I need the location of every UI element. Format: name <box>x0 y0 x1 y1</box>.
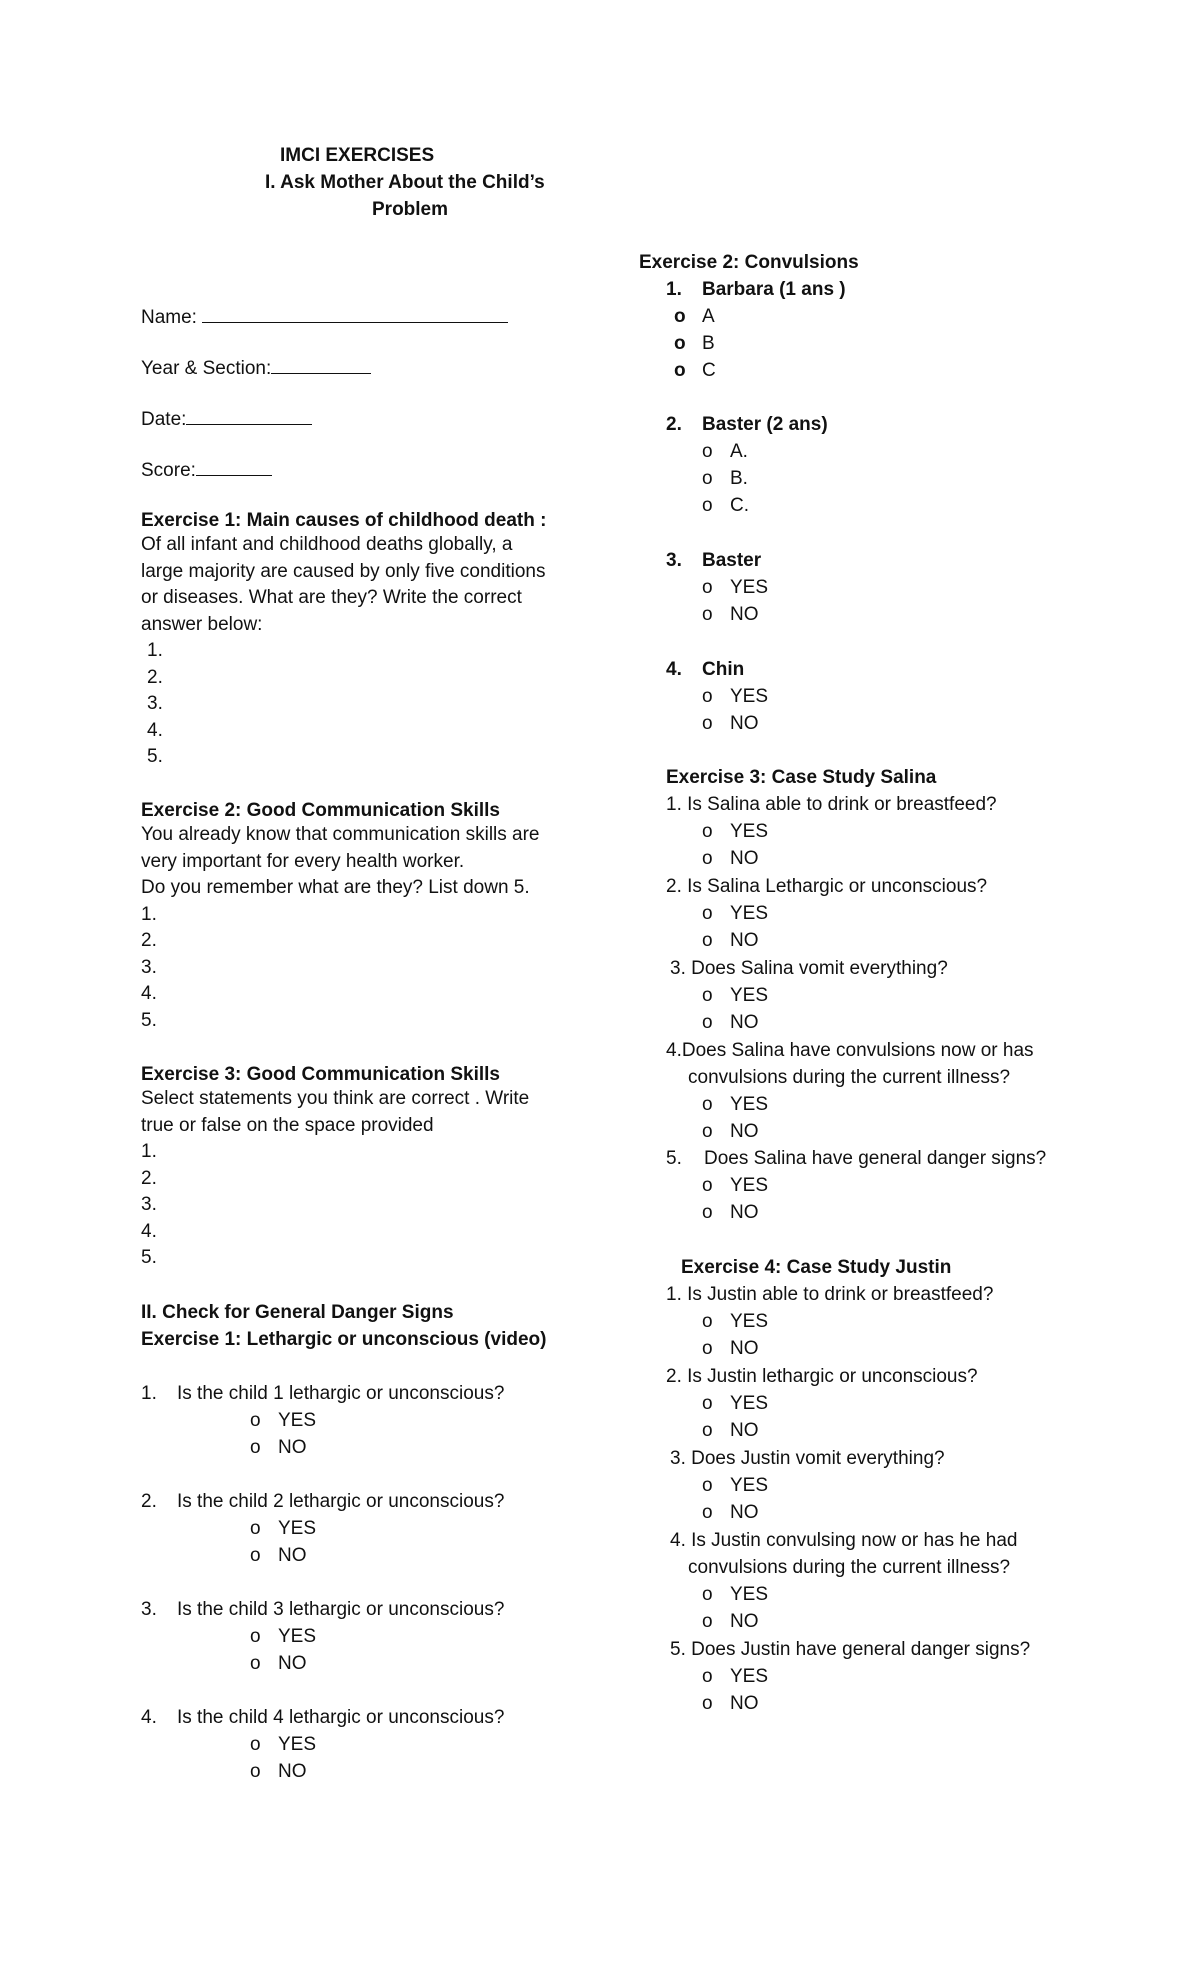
option-label: B. <box>730 468 748 489</box>
option-label: NO <box>730 1693 759 1714</box>
ex1-answer-number: 3. <box>147 693 163 714</box>
option-label: NO <box>278 1761 307 1782</box>
ex3-answer-number: 1. <box>141 1141 157 1162</box>
question-text: Is the child 1 lethargic or unconscious? <box>177 1383 505 1404</box>
option-yes[interactable] <box>702 985 768 1007</box>
radio-circle-icon[interactable]: o <box>702 1693 713 1714</box>
ex2-answer-number: 1. <box>141 903 157 925</box>
radio-circle-icon[interactable]: o <box>702 1475 713 1496</box>
question-number: 1. <box>141 1383 157 1404</box>
justin-question-1: 1. Is Justin able to drink or breastfeed? <box>666 1284 994 1305</box>
option-yes[interactable] <box>702 1094 768 1116</box>
option-yes[interactable] <box>702 1666 768 1688</box>
chin-question <box>666 659 744 681</box>
option-no[interactable] <box>702 1012 759 1034</box>
option-yes[interactable] <box>702 903 768 925</box>
radio-circle-icon[interactable]: o <box>702 1502 713 1523</box>
option-label: YES <box>730 1175 769 1196</box>
radio-circle-icon[interactable]: o <box>702 441 713 462</box>
question-number: 5. <box>666 1148 682 1169</box>
option-label: YES <box>730 1475 769 1496</box>
radio-circle-icon[interactable]: o <box>702 577 713 598</box>
option-label: NO <box>730 1121 759 1142</box>
radio-circle-icon[interactable]: o <box>702 930 713 951</box>
option-label: NO <box>730 1611 759 1632</box>
salina-question-4: 4.Does Salina have convulsions now or has <box>666 1040 1034 1061</box>
option-label: YES <box>730 1393 769 1414</box>
option-label: YES <box>730 1584 769 1605</box>
justin-title: Exercise 4: Case Study Justin <box>681 1257 952 1278</box>
option-no[interactable] <box>702 713 759 735</box>
radio-circle-icon[interactable]: o <box>250 1761 261 1782</box>
radio-circle-icon[interactable]: o <box>702 1584 713 1605</box>
ex2-line: very important for every health worker. <box>141 850 465 872</box>
option-label: YES <box>730 821 769 842</box>
salina-question-3: 3. Does Salina vomit everything? <box>670 958 948 979</box>
option-label: A <box>702 306 715 327</box>
radio-circle-icon[interactable]: o <box>702 985 713 1006</box>
ex3-line: Select statements you think are correct . Write <box>141 1088 530 1109</box>
option-yes[interactable] <box>250 1734 316 1756</box>
radio-circle-icon[interactable]: o <box>702 1611 713 1632</box>
option-label: YES <box>730 1094 769 1115</box>
question-number: 3. <box>141 1599 157 1620</box>
year-section-field[interactable] <box>141 355 371 380</box>
option-no[interactable] <box>702 1121 759 1143</box>
ex1-answer-number: 2. <box>147 666 163 688</box>
question-text: Baster <box>702 550 762 571</box>
justin-question-3: 3. Does Justin vomit everything? <box>670 1448 945 1469</box>
option-c[interactable] <box>674 360 716 382</box>
option-no[interactable] <box>702 1420 759 1442</box>
ex1-answer-number: 1. <box>147 640 163 661</box>
option-yes[interactable] <box>702 821 768 843</box>
option-label: YES <box>730 1311 769 1332</box>
radio-circle-icon[interactable]: o <box>702 1202 713 1223</box>
document-title: IMCI EXERCISES <box>280 145 435 166</box>
section-1-title: I. Ask Mother About the Child’s <box>265 172 545 193</box>
question-text: Is the child 3 lethargic or unconscious? <box>177 1599 505 1620</box>
option-c[interactable] <box>702 495 749 517</box>
option-label: A. <box>730 441 748 462</box>
radio-circle-icon[interactable]: o <box>250 1518 261 1539</box>
salina-question-4-cont: convulsions during the current illness? <box>688 1067 1011 1088</box>
radio-circle-icon[interactable]: o <box>702 686 713 707</box>
option-no[interactable] <box>702 1202 759 1224</box>
option-no[interactable] <box>250 1761 307 1783</box>
question-number: 4. <box>666 659 682 680</box>
radio-circle-icon[interactable]: o <box>250 1545 261 1566</box>
radio-circle-icon[interactable]: o <box>702 1393 713 1414</box>
ex1-title: Exercise 1: Main causes of childhood death : <box>141 510 547 531</box>
bullet-icon[interactable]: o <box>674 360 686 381</box>
date-label: Date: <box>141 409 187 430</box>
question-text: Chin <box>702 659 745 680</box>
name-label: Name: <box>141 307 197 328</box>
option-no[interactable] <box>702 848 759 870</box>
barbara-question <box>666 279 846 301</box>
ex3-answer-number: 2. <box>141 1167 157 1189</box>
score-blank[interactable] <box>196 457 272 476</box>
option-no[interactable] <box>702 1338 759 1360</box>
radio-circle-icon[interactable]: o <box>702 1175 713 1196</box>
option-yes[interactable] <box>250 1626 316 1648</box>
question-text: Is the child 4 lethargic or unconscious? <box>177 1707 505 1728</box>
option-label: YES <box>278 1518 317 1539</box>
salina-question-5 <box>666 1148 1046 1170</box>
option-yes[interactable] <box>702 1475 768 1497</box>
ex3-line: true or false on the space provided <box>141 1114 434 1136</box>
option-yes[interactable] <box>702 577 768 599</box>
radio-circle-icon[interactable]: o <box>702 1666 713 1687</box>
radio-circle-icon[interactable]: o <box>702 495 713 516</box>
ex3-answer-number: 3. <box>141 1194 157 1215</box>
radio-circle-icon[interactable]: o <box>702 821 713 842</box>
baster-question <box>666 550 761 572</box>
ex2-line: You already know that communication skills are <box>141 824 540 845</box>
question-text: Is the child 2 lethargic or unconscious? <box>177 1491 505 1512</box>
score-field[interactable] <box>141 457 272 482</box>
option-label: YES <box>730 1666 769 1687</box>
option-label: YES <box>730 577 769 598</box>
justin-question-4: 4. Is Justin convulsing now or has he had <box>670 1530 1018 1551</box>
ex2-answer-number: 3. <box>141 956 157 978</box>
justin-question-4-cont: convulsions during the current illness? <box>688 1557 1011 1578</box>
option-label: YES <box>278 1626 317 1647</box>
year-section-blank[interactable] <box>271 355 371 374</box>
name-field[interactable] <box>141 304 508 329</box>
lethargic-question-2 <box>141 1491 504 1513</box>
option-label: YES <box>278 1734 317 1755</box>
option-yes[interactable] <box>702 1311 768 1333</box>
ex1-line: Of all infant and childhood deaths globally, a <box>141 534 513 555</box>
radio-circle-icon[interactable]: o <box>702 713 713 734</box>
radio-circle-icon[interactable]: o <box>250 1410 261 1431</box>
option-label: NO <box>730 1420 759 1441</box>
option-label: NO <box>278 1437 307 1458</box>
ex1-line: large majority are caused by only five conditions <box>141 560 546 582</box>
date-field[interactable] <box>141 406 312 431</box>
ex1-answer-number: 5. <box>147 746 163 767</box>
lethargic-question-1 <box>141 1383 504 1405</box>
question-number: 2. <box>666 414 682 435</box>
ex2-answer-number: 4. <box>141 983 157 1004</box>
radio-circle-icon[interactable]: o <box>702 1311 713 1332</box>
option-label: NO <box>730 930 759 951</box>
option-yes[interactable] <box>702 1393 768 1415</box>
ex2-text <box>141 822 540 1034</box>
option-label: NO <box>278 1653 307 1674</box>
radio-circle-icon[interactable]: o <box>702 848 713 869</box>
radio-circle-icon[interactable]: o <box>702 468 713 489</box>
option-no[interactable] <box>702 604 759 626</box>
ex2-answer-number: 2. <box>141 930 157 951</box>
ex3-answer-number: 4. <box>141 1220 157 1242</box>
option-label: YES <box>730 686 769 707</box>
salina-title: Exercise 3: Case Study Salina <box>666 767 937 788</box>
question-text: Barbara (1 ans ) <box>702 279 846 300</box>
option-label: YES <box>278 1410 317 1431</box>
option-no[interactable] <box>702 1502 759 1524</box>
option-label: NO <box>730 713 759 734</box>
ex1-text <box>141 532 545 771</box>
ex1-line: or diseases. What are they? Write the correct <box>141 587 522 608</box>
name-blank[interactable] <box>202 304 508 323</box>
ex2-answer-number: 5. <box>141 1009 157 1031</box>
section-2-ex1-title: Exercise 1: Lethargic or unconscious (video) <box>141 1329 547 1350</box>
option-label: YES <box>730 985 769 1006</box>
convulsions-title: Exercise 2: Convulsions <box>639 252 859 273</box>
lethargic-question-3 <box>141 1599 504 1621</box>
year-section-label: Year & Section: <box>141 358 272 379</box>
ex2-title: Exercise 2: Good Communication Skills <box>141 800 500 821</box>
bullet-icon[interactable]: o <box>674 306 686 327</box>
lethargic-question-4 <box>141 1707 504 1729</box>
option-b[interactable] <box>702 468 748 490</box>
baster-2-question <box>666 414 828 436</box>
date-blank[interactable] <box>186 406 312 425</box>
bullet-icon[interactable]: o <box>674 333 686 354</box>
question-text: Baster (2 ans) <box>702 414 828 435</box>
score-label: Score: <box>141 460 196 481</box>
option-label: NO <box>730 1338 759 1359</box>
question-number: 4. <box>141 1707 157 1728</box>
salina-question-1: 1. Is Salina able to drink or breastfeed? <box>666 794 997 815</box>
option-yes[interactable] <box>702 1584 768 1606</box>
radio-circle-icon[interactable]: o <box>702 604 713 625</box>
radio-circle-icon[interactable]: o <box>250 1437 261 1458</box>
option-label: NO <box>278 1545 307 1566</box>
ex3-text <box>141 1086 529 1272</box>
option-label: B <box>702 333 715 354</box>
question-number: 2. <box>141 1491 157 1512</box>
option-label: C <box>702 360 716 381</box>
option-label: NO <box>730 604 759 625</box>
option-yes[interactable] <box>250 1518 316 1540</box>
option-no[interactable] <box>702 1611 759 1633</box>
radio-circle-icon[interactable]: o <box>702 1012 713 1033</box>
radio-circle-icon[interactable]: o <box>702 1420 713 1441</box>
option-no[interactable] <box>250 1653 307 1675</box>
ex1-answer-number: 4. <box>147 719 163 741</box>
radio-circle-icon[interactable]: o <box>250 1626 261 1647</box>
option-label: NO <box>730 1202 759 1223</box>
option-b[interactable] <box>674 333 715 355</box>
justin-question-2: 2. Is Justin lethargic or unconscious? <box>666 1366 978 1387</box>
radio-circle-icon[interactable]: o <box>250 1734 261 1755</box>
option-label: NO <box>730 848 759 869</box>
option-no[interactable] <box>250 1437 307 1459</box>
option-a[interactable] <box>702 441 748 463</box>
ex3-title: Exercise 3: Good Communication Skills <box>141 1064 500 1085</box>
question-text: Does Salina have general danger signs? <box>704 1148 1047 1169</box>
option-yes[interactable] <box>250 1410 316 1432</box>
option-label: C. <box>730 495 749 516</box>
section-1-title-cont: Problem <box>372 199 449 220</box>
ex1-line: answer below: <box>141 613 263 635</box>
radio-circle-icon[interactable]: o <box>702 903 713 924</box>
option-a[interactable] <box>674 306 715 328</box>
radio-circle-icon[interactable]: o <box>702 1338 713 1359</box>
radio-circle-icon[interactable]: o <box>702 1121 713 1142</box>
justin-question-5: 5. Does Justin have general danger signs? <box>670 1639 1031 1660</box>
option-yes[interactable] <box>702 686 768 708</box>
ex3-answer-number: 5. <box>141 1247 157 1268</box>
option-no[interactable] <box>702 1693 759 1715</box>
option-label: YES <box>730 903 769 924</box>
radio-circle-icon[interactable]: o <box>702 1094 713 1115</box>
question-number: 3. <box>666 550 682 571</box>
ex2-line: Do you remember what are they? List down 5. <box>141 877 530 898</box>
option-no[interactable] <box>702 930 759 952</box>
radio-circle-icon[interactable]: o <box>250 1653 261 1674</box>
option-label: NO <box>730 1012 759 1033</box>
option-label: NO <box>730 1502 759 1523</box>
section-2-title: II. Check for General Danger Signs <box>141 1302 454 1323</box>
question-number: 1. <box>666 279 682 300</box>
option-yes[interactable] <box>702 1175 768 1197</box>
option-no[interactable] <box>250 1545 307 1567</box>
salina-question-2: 2. Is Salina Lethargic or unconscious? <box>666 876 988 897</box>
